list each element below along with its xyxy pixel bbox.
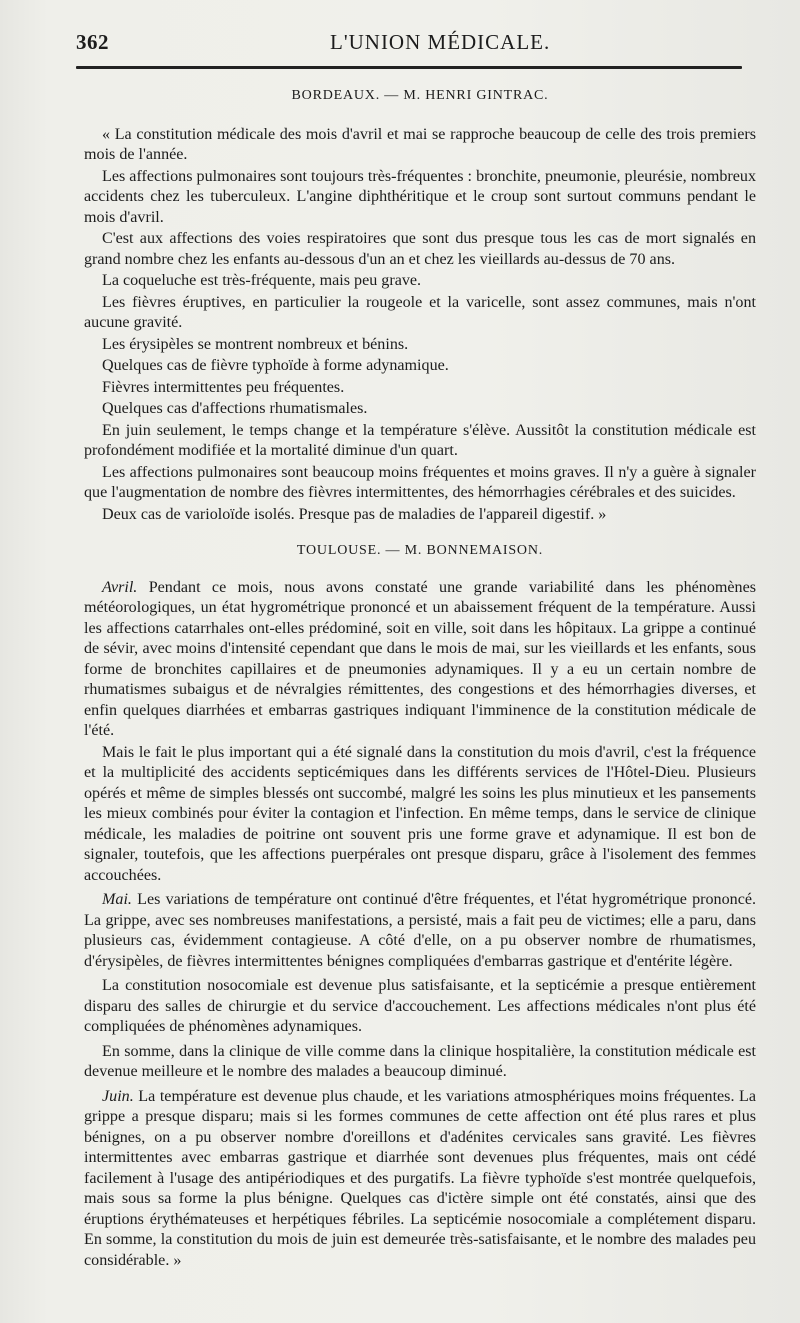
month-label-avril: Avril. — [102, 578, 138, 596]
paragraph-mai — [84, 890, 756, 972]
page-header — [76, 26, 766, 62]
paragraph: La constitution nosocomiale est devenue plus satisfaisante, et la septicémie a presque entièrement disparu des salles de chirurgie et du service d'accouchement. Les affections médicales n'ont plus été compliquées de phénomènes adynamiques. — [84, 977, 756, 1035]
month-label-mai: Mai. — [102, 891, 132, 908]
paragraph: En juin seulement, le temps change et la température s'élève. Aussitôt la constitution médicale est profondément modifiée et la mortalité diminue d'un quart. — [84, 421, 756, 459]
paragraph-text: Pendant ce mois, nous avons constaté une grande variabilité dans les phénomènes météorologiques, un état hygrométrique prononcé et un abaissement fréquent de la température. Aussi les affections catarrhales ont-elles prédominé, soit en ville, soit dans les hôpitaux. La grippe a continué de sévir, avec moins d'intensité cependant que dans le mois de mai, sur les vieillards et les enfants, sous forme de bronchites capillaires et de pneumonies adynamiques. Il y a eu un certain nombre de rhumatismes subaigus et de névralgies rémittentes, des congestions et des hémorrhagies diverses, et enfin quelques diarrhées et embarras gastriques indiquant l'imminence de la constitution médicale de l'été. — [84, 578, 756, 739]
paragraph: Les érysipèles se montrent nombreux et bénins. — [102, 335, 409, 353]
paragraph: Quelques cas d'affections rhumatismales. — [102, 400, 368, 417]
paragraph-avril — [84, 578, 756, 742]
running-title: L'UNION MÉDICALE. — [330, 30, 551, 54]
paragraph: Fièvres intermittentes peu fréquentes. — [102, 378, 345, 396]
paragraph-juin — [84, 1087, 756, 1272]
header-rule — [76, 66, 742, 69]
month-label-juin: Juin. — [102, 1087, 134, 1105]
paragraph: Les affections pulmonaires sont beaucoup moins fréquentes et moins graves. Il n'y a guère à signaler que l'augmentation de nombre des fièvres intermittentes, des hémorrhagies cérébrales et des suicides. — [84, 463, 756, 501]
article-body — [84, 78, 756, 1272]
paragraph: Les fièvres éruptives, en particulier la rougeole et la varicelle, sont assez communes, mais n'ont aucune gravité. — [84, 293, 756, 331]
paragraph: La coqueluche est très-fréquente, mais peu grave. — [102, 272, 422, 289]
paragraph: Deux cas de varioloïde isolés. Presque pas de maladies de l'appareil digestif. » — [102, 505, 607, 523]
paragraph: « La constitution médicale des mois d'avril et mai se rapproche beaucoup de celle des trois premiers mois de l'année. — [84, 125, 756, 163]
paragraph: Quelques cas de fièvre typhoïde à forme adynamique. — [102, 357, 449, 374]
paragraph: C'est aux affections des voies respiratoires que sont dus presque tous les cas de mort signalés en grand nombre chez les enfants au-dessous d'un an et chez les vieillards au-dessus de 70 ans. — [84, 230, 756, 268]
page-number: 362 — [76, 30, 109, 54]
paragraph: Les affections pulmonaires sont toujours très-fréquentes : bronchite, pneumonie, pleurésie, nombreux accidents chez les tuberculeux. L'angine diphthéritique et le croup sont surtout communs pendant le mois d'avril. — [84, 167, 756, 226]
paragraph: En somme, dans la clinique de ville comme dans la clinique hospitalière, la constitution médicale est devenue meilleure et le nombre des malades a beaucoup diminué. — [84, 1042, 756, 1080]
section-heading-bordeaux: BORDEAUX. — M. HENRI GINTRAC. — [291, 88, 549, 103]
paragraph-text: Les variations de température ont continué d'être fréquentes, et l'état hygrométrique prononcé. La grippe, avec ses nombreuses manifestations, a persisté, mais a fait peu de victimes; elle a paru, dans plusieurs cas, évidemment contagieuse. A côté d'elle, on a pu observer nombre de rhumatismes, d'érysipèles, de fièvres intermittentes bénignes compliquées d'embarras gastrique et d'entérite légère. — [84, 891, 756, 970]
paragraph: Mais le fait le plus important qui a été signalé dans la constitution du mois d'avril, c'est la fréquence et la multiplicité des accidents septicémiques dans les différents services de l'Hôtel-Dieu. Plusieurs opérés et même de simples blessés ont succombé, malgré les soins les plus minutieux et les pansements les mieux combinés pour éviter la contagion et l'infection. En même temps, dans le service de clinique médicale, les maladies de poitrine ont souvent pris une forme grave et adynamique. Il est bon de signaler, toutefois, que les affections puerpérales ont presque disparu, grâce à l'isolement des femmes accouchées. — [84, 743, 756, 884]
paragraph-text: La température est devenue plus chaude, et les variations atmosphériques moins fréquentes. La grippe a presque disparu; mais si les formes communes de cette affection ont été plus rares et plus bénignes, on a pu observer nombre d'oreillons et d'adénites cervicales sans gravité. Les fièvres intermittentes avec embarras gastrique et diarrhée sont devenues plus fréquentes, mais ont cédé facilement à l'usage des antipériodiques et des purgatifs. La fièvre typhoïde s'est montrée quelquefois, mais sous sa forme la plus bénigne. Quelques cas d'ictère simple ont été constatés, ainsi que des éruptions érythémateuses et herpétiques fébriles. La septicémie nosocomiale a complétement disparu. En somme, la constitution du mois de juin est demeurée très-satisfaisante, et le nombre des malades peu considérable. » — [84, 1087, 756, 1269]
section-heading-toulouse: TOULOUSE. — M. BONNEMAISON. — [296, 543, 544, 558]
